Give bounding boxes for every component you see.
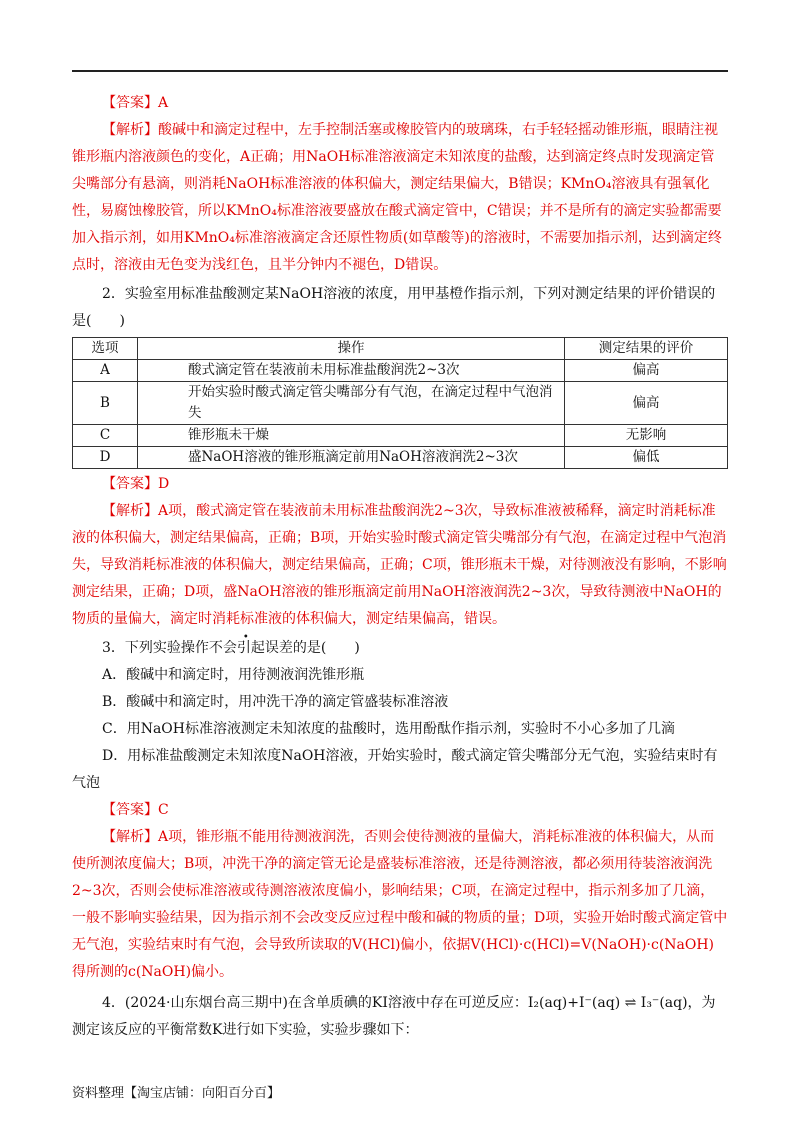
page-footer: 资料整理【淘宝店铺：向阳百分百】 [72, 1086, 281, 1101]
table-row [73, 382, 728, 425]
table-cell: 盛NaOH溶液的锥形瓶滴定前用NaOH溶液润洗2~3次 [138, 447, 565, 469]
table-header-cell: 选项 [73, 338, 138, 360]
q3-answer: 【答案】C [102, 802, 169, 818]
q1-analysis: 【解析】酸碱中和滴定过程中，左手控制活塞或橡胶管内的玻璃珠，右手轻轻摇动锥形瓶，眼睛注视锥形瓶内溶液颜色的变化，A正确；用NaOH标准溶液滴定未知浓度的盐酸，达到滴定终点时发现滴定管尖嘴部分有悬滴，则消耗NaOH标准溶液的体积偏大，测定结果偏大，B错误；KMnO₄溶液具有强氧化性，易腐蚀橡胶管，所以KMnO₄标准溶液要盛放在酸式滴定管中，C错误；并不是所有的滴定实验都需要加入指示剂，如用KMnO₄标准溶液滴定含还原性物质(如草酸等)的溶液时，不需要加指示剂，达到滴定终点时，溶液由无色变为浅红色，且半分钟内不褪色，D错误。 [72, 122, 722, 273]
table-header-row [73, 338, 728, 360]
table-cell: 偏低 [565, 447, 728, 469]
table-cell: 锥形瓶未干燥 [138, 425, 565, 447]
q3-option-d: D．用标准盐酸测定未知浓度NaOH溶液，开始实验时，酸式滴定管尖嘴部分无气泡，实验结束时有气泡 [72, 748, 718, 791]
table-cell: C [73, 425, 138, 447]
q3-option-c: C．用NaOH标准溶液测定未知浓度的盐酸时，选用酚酞作指示剂，实验时不小心多加了几滴 [102, 721, 675, 737]
table-cell: 偏高 [565, 382, 728, 425]
q2-stem: 2．实验室用标准盐酸测定某NaOH溶液的浓度，用甲基橙作指示剂，下列对测定结果的评价错误的是( ) [72, 286, 716, 329]
table-cell: 偏高 [565, 360, 728, 382]
q3-stem-emphasis: • 不 [209, 640, 223, 656]
q3-option-a: A．酸碱中和滴定时，用待测液润洗锥形瓶 [102, 667, 365, 683]
table-header-cell: 操作 [138, 338, 565, 360]
q3-analysis: 【解析】A项，锥形瓶不能用待测液润洗，否则会使待测液的量偏大，消耗标准液的体积偏大，从而使所测浓度偏大；B项，冲洗干净的滴定管无论是盛装标准溶液，还是待测溶液，都必须用待装溶液润洗2~3次，否则会使标准溶液或待测溶液浓度偏小，影响结果；C项，在滴定过程中，指示剂多加了几滴，一般不影响实验结果，因为指示剂不会改变反应过程中酸和碱的物质的量；D项，实验开始时酸式滴定管中无气泡，实验结束时有气泡，会导致所读取的V(HCl)偏小，依据V(HCl)·c(HCl)=V(NaOH)·c(NaOH)得所测的c(NaOH)偏小。 [72, 829, 728, 980]
table-cell: A [73, 360, 138, 382]
table-header-cell: 测定结果的评价 [565, 338, 728, 360]
q2-answer: 【答案】D [102, 476, 170, 492]
q3-option-b: B．酸碱中和滴定时，用冲洗干净的滴定管盛装标准溶液 [102, 694, 449, 710]
q3-stem-pre: 3．下列实验操作 [102, 640, 209, 656]
q1-answer: 【答案】A [102, 95, 169, 111]
table-row [73, 425, 728, 447]
q4-stem: 4．(2024·山东烟台高三期中)在含单质碘的KI溶液中存在可逆反应：I₂(aq)+I⁻(aq) ⇌ I₃⁻(aq)，为测定该反应的平衡常数K进行如下实验，实验步骤如下： [72, 995, 716, 1038]
table-cell: 无影响 [565, 425, 728, 447]
table-row [73, 447, 728, 469]
q2-table [72, 337, 728, 469]
document-body [72, 90, 728, 1044]
table-cell: 酸式滴定管在装液前未用标准盐酸润洗2~3次 [138, 360, 565, 382]
table-row [73, 360, 728, 382]
q3-stem-post: 会引起误差的是( ) [222, 640, 360, 656]
q3-stem [72, 635, 728, 662]
table-cell: 开始实验时酸式滴定管尖嘴部分有气泡，在滴定过程中气泡消失 [138, 382, 565, 425]
table-cell: D [73, 447, 138, 469]
header-rule [72, 70, 728, 72]
q2-analysis: 【解析】A项，酸式滴定管在装液前未用标准盐酸润洗2~3次，导致标准液被稀释，滴定时消耗标准液的体积偏大，测定结果偏高，正确；B项，开始实验时酸式滴定管尖嘴部分有气泡，在滴定过程中气泡消失，导致消耗标准液的体积偏大，测定结果偏高，正确；C项，锥形瓶未干燥，对待测液没有影响，不影响测定结果，正确；D项，盛NaOH溶液的锥形瓶滴定前用NaOH溶液润洗2~3次，导致待测液中NaOH的物质的量偏大，滴定时消耗标准液的体积偏大，测定结果偏高，错误。 [72, 503, 727, 627]
table-cell: B [73, 382, 138, 425]
